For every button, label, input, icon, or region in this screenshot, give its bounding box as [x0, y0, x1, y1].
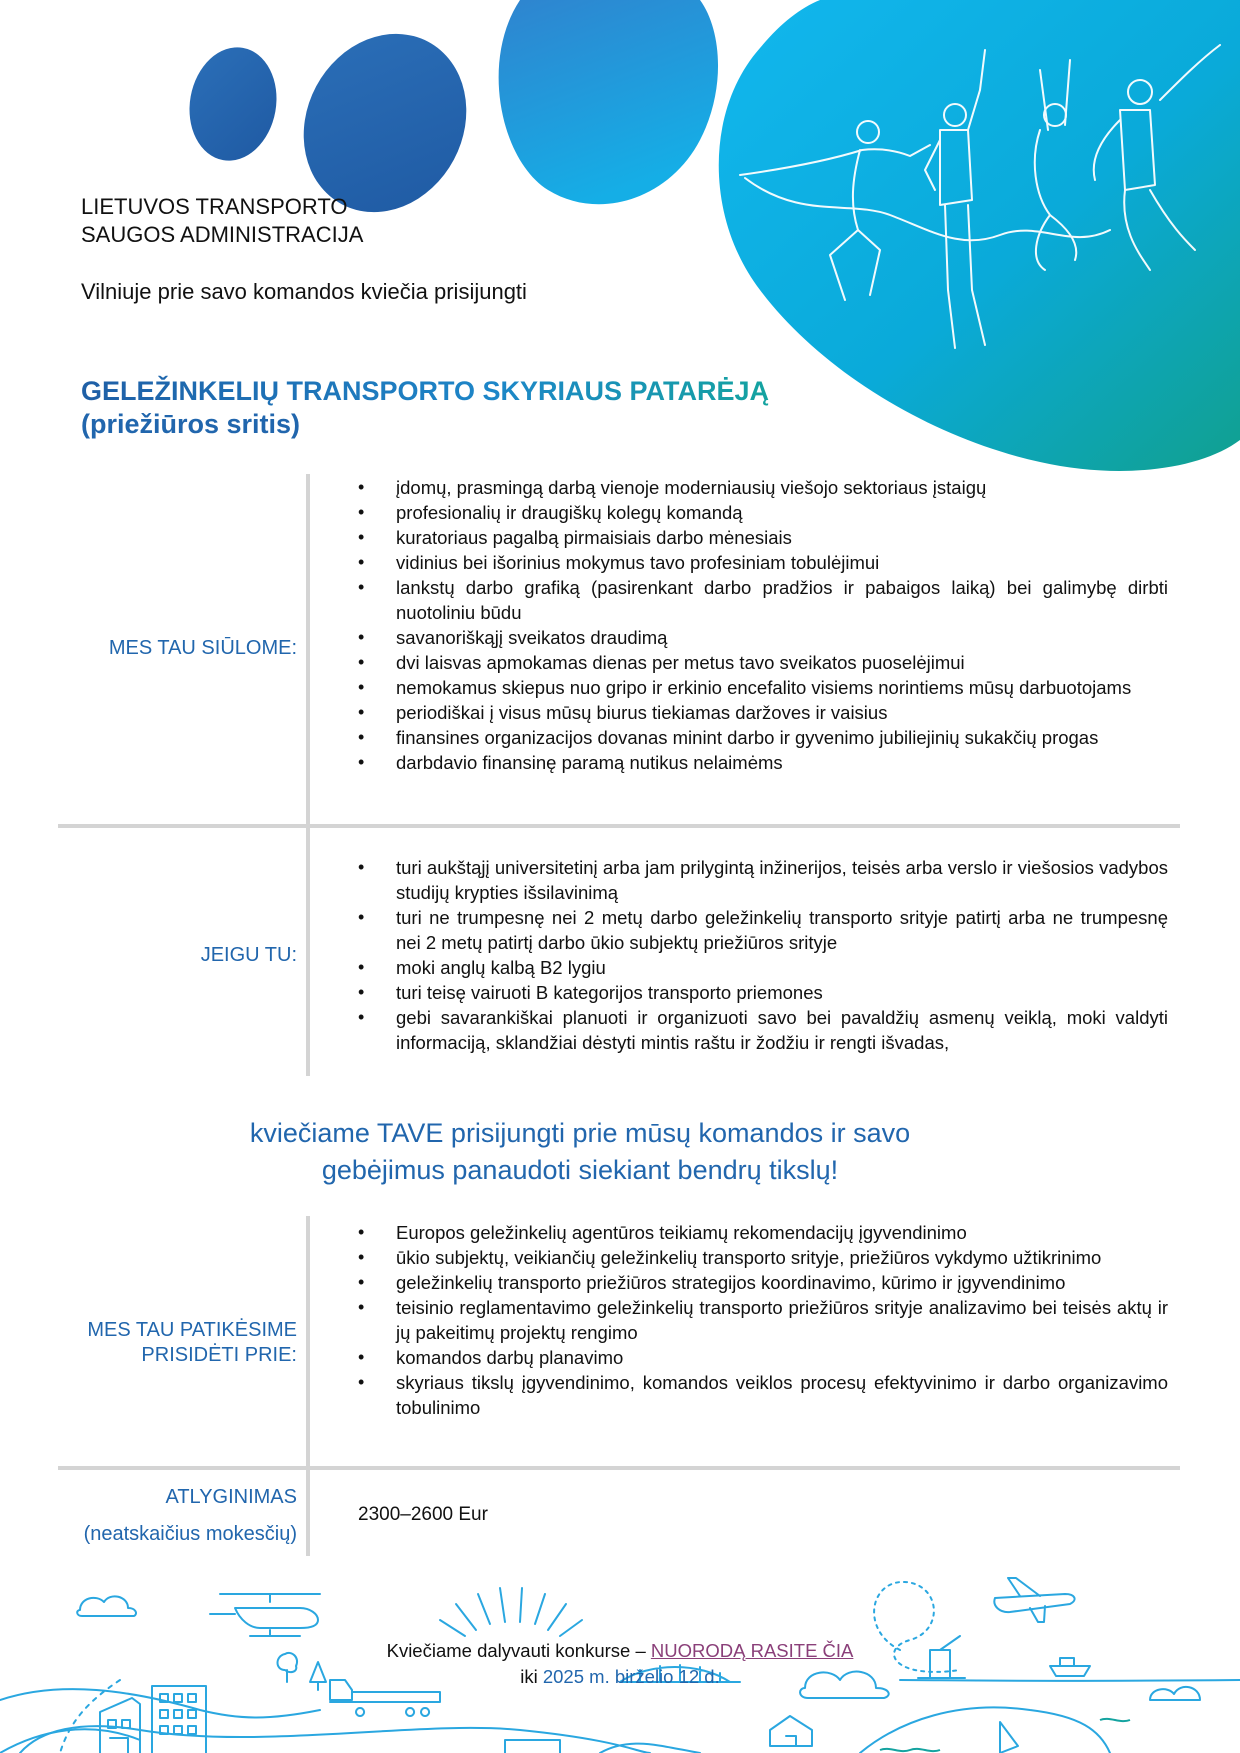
requirement-item: • gebi savarankiškai planuoti ir organizuoti savo bei pavaldžių asmenų veiklą, moki valdyti informaciją, sklandžiai dėstyti mintis raštu ir žodžiu ir rengti išvadas, [358, 1005, 1168, 1055]
cloud-icon [77, 1596, 136, 1616]
sun-rays-icon [440, 1588, 582, 1636]
offer-item: • finansines organizacijos dovanas minint darbo ir gyvenimo jubiliejinių sukakčių progas [358, 725, 1168, 750]
building-icon [152, 1686, 206, 1753]
duty-item: • skyriaus tikslų įgyvendinimo, komandos veiklos procesų efektyvinimo ir darbo organizavimo tobulinimo [358, 1370, 1168, 1420]
salary-value: 2300–2600 Eur [358, 1504, 488, 1525]
footer-call-text: Kviečiame dalyvauti konkurse – [386, 1640, 646, 1661]
offer-item: • periodiškai į visus mūsų biurus tiekiamas daržoves ir vaisius [358, 700, 1168, 725]
blob-hero [719, 0, 1240, 471]
section-divider [58, 824, 1180, 828]
offer-item: • savanoriškąjį sveikatos draudimą [358, 625, 1168, 650]
duty-item: • komandos darbų planavimo [358, 1345, 1168, 1370]
application-link[interactable]: NUORODĄ RASITE ČIA [650, 1640, 854, 1661]
deadline-prefix: iki [520, 1666, 538, 1687]
organization-name-line1: LIETUVOS TRANSPORTO [81, 194, 348, 219]
airplane-icon [994, 1578, 1074, 1622]
job-title-main: GELEŽINKELIŲ TRANSPORTO SKYRIAUS PATARĖJĄ [81, 376, 770, 406]
offer-item: • lankstų darbo grafiką (pasirenkant darbo pradžios ir pabaigos laiką) bei galimybę dirbti nuotoliniu būdu [358, 575, 1168, 625]
offer-item: • darbdavio finansinę paramą nutikus nelaimėms [358, 750, 1168, 775]
salary-label: ATLYGINIMAS [165, 1486, 297, 1508]
duty-item: • Europos geležinkelių agentūros teikiamų rekomendacijų įgyvendinimo [358, 1220, 1168, 1245]
footer-deadline [300, 1666, 940, 1688]
duty-item: • ūkio subjektų, veikiančių geležinkelių transporto srityje, priežiūros vykdymo užtikrinimo [358, 1245, 1168, 1270]
requirements-label: JEIGU TU: [200, 944, 297, 966]
requirement-item: • turi ne trumpesnę nei 2 metų darbo geležinkelių transporto srityje patirtį arba ne trumpesnę nei 2 metų patirtį darbo ūkio subjektų priežiūros srityje [358, 905, 1168, 955]
blob-small [181, 40, 285, 167]
offer-item: • kuratoriaus pagalbą pirmaisiais darbo mėnesiais [358, 525, 1168, 550]
offer-item: • nemokamus skiepus nuo gripo ir erkinio encefalito visiems norintiems mūsų darbuotojams [358, 675, 1168, 700]
duties-label-line2: PRISIDĖTI PRIE: [141, 1344, 297, 1366]
offer-divider-vertical [306, 474, 310, 824]
ship-icon [1050, 1658, 1090, 1676]
sailboat-icon [1000, 1722, 1018, 1753]
duty-item: • teisinio reglamentavimo geležinkelių transporto priežiūros srityje analizavimo bei teisės aktų ir jų pakeitimų projektų rengimo [358, 1295, 1168, 1345]
offer-item: • dvi laisvas apmokamas dienas per metus tavo sveikatos puoselėjimui [358, 650, 1168, 675]
house-icon [770, 1716, 812, 1746]
requirement-item: • moki anglų kalbą B2 lygiu [358, 955, 1168, 980]
invitation-text [180, 1115, 980, 1189]
deadline-date: 2025 m. birželio 12 d. [542, 1666, 720, 1687]
footer-call [300, 1640, 940, 1662]
job-title-sub: (priežiūros sritis) [81, 409, 301, 439]
offer-list [358, 475, 1168, 775]
invitation-line2: gebėjimus panaudoti siekiant bendrų tikslų! [321, 1155, 839, 1185]
section-divider [58, 1466, 1180, 1470]
offer-item: • profesionalių ir draugiškų kolegų komandą [358, 500, 1168, 525]
duties-list [358, 1220, 1168, 1420]
invitation-line1: kviečiame TAVE prisijungti prie mūsų komandos ir savo [249, 1118, 911, 1148]
salary-divider-vertical [306, 1470, 310, 1556]
cloud-icon [1150, 1687, 1200, 1700]
duties-divider-vertical [306, 1216, 310, 1466]
offer-item: • vidinius bei išorinius mokymus tavo profesiniam tobulėjimui [358, 550, 1168, 575]
offer-label: MES TAU SIŪLOME: [108, 637, 297, 659]
offer-item: • įdomų, prasmingą darbą vienoje moderniausių viešojo sektoriaus įstaigų [358, 475, 1168, 500]
requirement-item: • turi teisę vairuoti B kategorijos transporto priemones [358, 980, 1168, 1005]
organization-name [81, 193, 363, 249]
salary-note: (neatskaičius mokesčių) [83, 1523, 297, 1545]
blob-large [499, 0, 718, 204]
tree-icon [278, 1653, 298, 1682]
requirement-item: • turi aukštąjį universitetinį arba jam prilygintą inžinerijos, teisės arba verslo ir viešosios vadybos studijų krypties išsilavinimą [358, 855, 1168, 905]
helicopter-icon [210, 1594, 320, 1636]
duty-item: • geležinkelių transporto priežiūros strategijos koordinavimo, kūrimo ir įgyvendinimo [358, 1270, 1168, 1295]
duties-label [52, 1318, 297, 1368]
requirements-list [358, 855, 1168, 1055]
job-title [81, 375, 769, 441]
duties-label-line1: MES TAU PATIKĖSIME [87, 1319, 297, 1341]
tagline: Vilniuje prie savo komandos kviečia prisijungti [81, 279, 527, 304]
organization-name-line2: SAUGOS ADMINISTRACIJA [81, 222, 364, 247]
requirements-divider-vertical [306, 828, 310, 1076]
